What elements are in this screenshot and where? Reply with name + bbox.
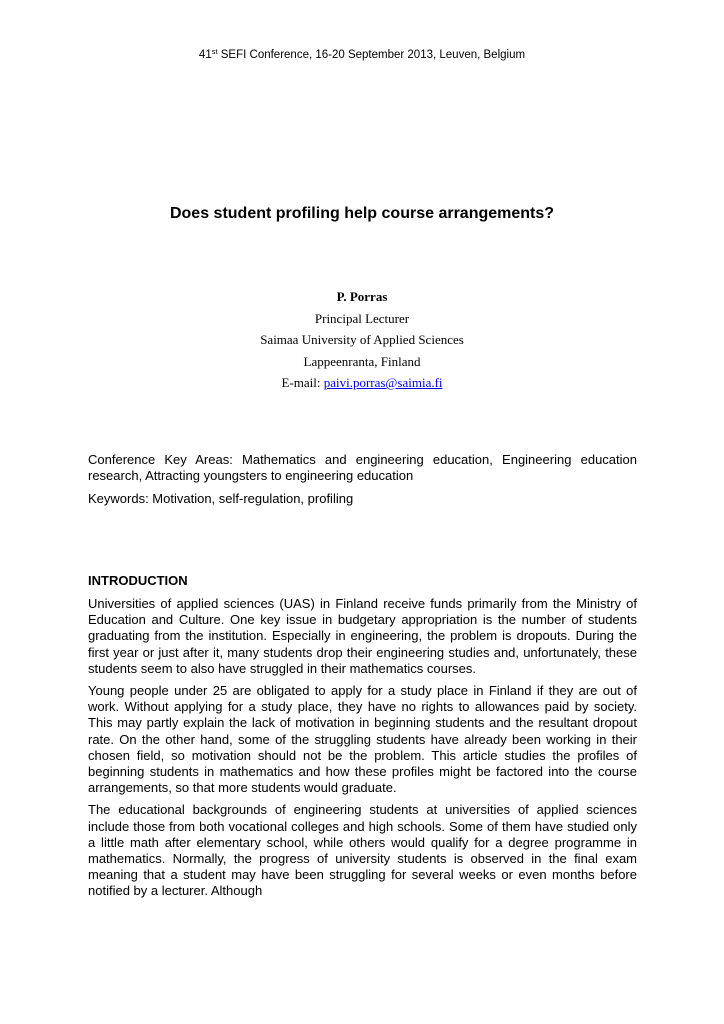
conference-number: 41 [198,49,212,61]
conference-details: SEFI Conference, 16-20 September 2013, Leuven, Belgium [217,49,526,61]
author-name: P. Porras [336,289,388,304]
introduction-paragraph-3: The educational backgrounds of engineering students at universities of applied sciences include those from both vocational colleges and high schools. Some of them have studied only a little math after elementary school, while others would qualify for a degree programme in mathematics. Normally, the progress of university students is observed in the final exam meaning that a student may have been struggling for several weeks or even months before notified by a lecturer. Although [88,802,637,899]
author-email-line [0,372,724,394]
conference-key-areas: Conference Key Areas: Mathematics and engineering education, Engineering education research, Attracting youngsters to engineering education [88,452,637,484]
keywords: Keywords: Motivation, self-regulation, profiling [88,491,354,506]
introduction-paragraph-1: Universities of applied sciences (UAS) in Finland receive funds primarily from the Ministry of Education and Culture. One key issue in budgetary appropriation is the number of students graduating from the institution. Especially in engineering, the problem is dropouts. During the first year or just after it, many students drop their engineering studies and, unfortunately, these students seem to also have struggled in their mathematics courses. [88,596,637,676]
email-label: E-mail: [281,375,324,390]
paper-title: Does student profiling help course arrangements? [169,205,555,222]
author-position: Principal Lecturer [314,310,410,326]
author-email-link[interactable]: paivi.porras@saimia.fi [323,375,443,390]
author-affiliation: Saimaa University of Applied Sciences [260,332,464,347]
introduction-paragraph-2: Young people under 25 are obligated to apply for a study place in Finland if they are out of work. Without applying for a study place, they have no rights to allowances paid by society. This may partly explain the lack of motivation in beginning students and the resultant dropout rate. On the other hand, some of the struggling students have already been working in their chosen field, so motivation should not be the problem. This article studies the profiles of beginning students in mathematics and how these profiles might be factored into the course arrangements, so that more students would graduate. [88,683,637,796]
conference-header [0,48,724,62]
author-location: Lappeenranta, Finland [303,353,421,369]
introduction-body [88,596,637,906]
conference-ordinal-suffix: st [211,47,218,56]
author-block [0,286,724,394]
introduction-heading: INTRODUCTION [88,573,188,588]
